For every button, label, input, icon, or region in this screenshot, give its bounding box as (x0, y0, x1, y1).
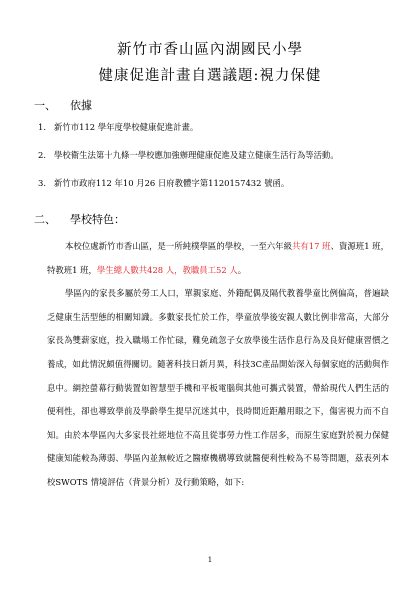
list-item (38, 151, 388, 159)
paragraph-intro (47, 235, 389, 282)
section-2-heading (34, 211, 125, 227)
list-item-number: 2. (38, 150, 46, 160)
paragraph-text: 。 (237, 264, 247, 275)
list-item (38, 123, 388, 131)
basis-list (38, 123, 388, 207)
paragraph-text: 本校位處新竹市香山區，是一所純樸學區的學校，一至六年級 (65, 241, 292, 251)
paragraph-text: 、資源班1 班，特教班1 班， (47, 241, 389, 275)
paragraph-background: 學區內的家長多屬於勞工人口，單親家庭、外籍配偶及隔代教養學童比例偏高，普遍缺乏健康生活型態的相關知識。多數家長忙於工作，學童放學後安親人數比例非常高，大部分家長為雙薪家庭，投入職場工作忙碌，難免疏忽子女放學後生活作息行為及良好健康習慣之養成，如此情況頗值得關切。隨著科技日新月異，科技3C產品開始深入每個家庭的活動與作息中。網控螢幕行動裝置如智慧型手機和平板電腦與其他可攜式裝置，帶給現代人們生活的便利性，卻也導致學前及學齡學生提早沉迷其中，長時間近距離用眼之下，傷害視力而不自知。由於本學區內大多家長社經地位不高且從事勞力性工作居多，而原生家庭對於視力保健健康知能較為薄弱、學區內並無較近之醫療機構導致就醫便利性較為不易等問題，茲表列本校SWOTS 情境評估（背景分析）及行動策略，如下: (47, 288, 389, 487)
section-1-number: 一、 (34, 99, 56, 112)
page-number: 1 (207, 556, 213, 564)
section-2-label: 學校特色： (70, 213, 125, 226)
list-item-text: 學校衛生法第十九條一學校應加強辦理健康促進及建立健康生活行為等活動。 (54, 150, 339, 160)
list-item-number: 3. (38, 178, 46, 188)
class-count-highlight: 共有17 班 (291, 241, 331, 251)
section-1-heading (34, 97, 92, 113)
student-count-highlight: 學生總人數共428 人，教職員工52 人 (96, 264, 238, 275)
school-title: 新竹市香山區內湖國民小學 (117, 42, 303, 58)
section-2-number: 二、 (34, 213, 56, 226)
list-item-text: 新竹市政府112 年10 月26 日府教體字第1120157432 號函。 (54, 178, 290, 188)
list-item-number: 1. (38, 122, 46, 132)
list-item (38, 179, 388, 187)
plan-title: 健康促進計畫自選議題:視力保健 (98, 68, 322, 84)
section-1-label: 依據 (70, 99, 92, 112)
list-item-text: 新竹市112 學年度學校健康促進計畫。 (54, 122, 199, 132)
school-features-body (47, 235, 389, 495)
